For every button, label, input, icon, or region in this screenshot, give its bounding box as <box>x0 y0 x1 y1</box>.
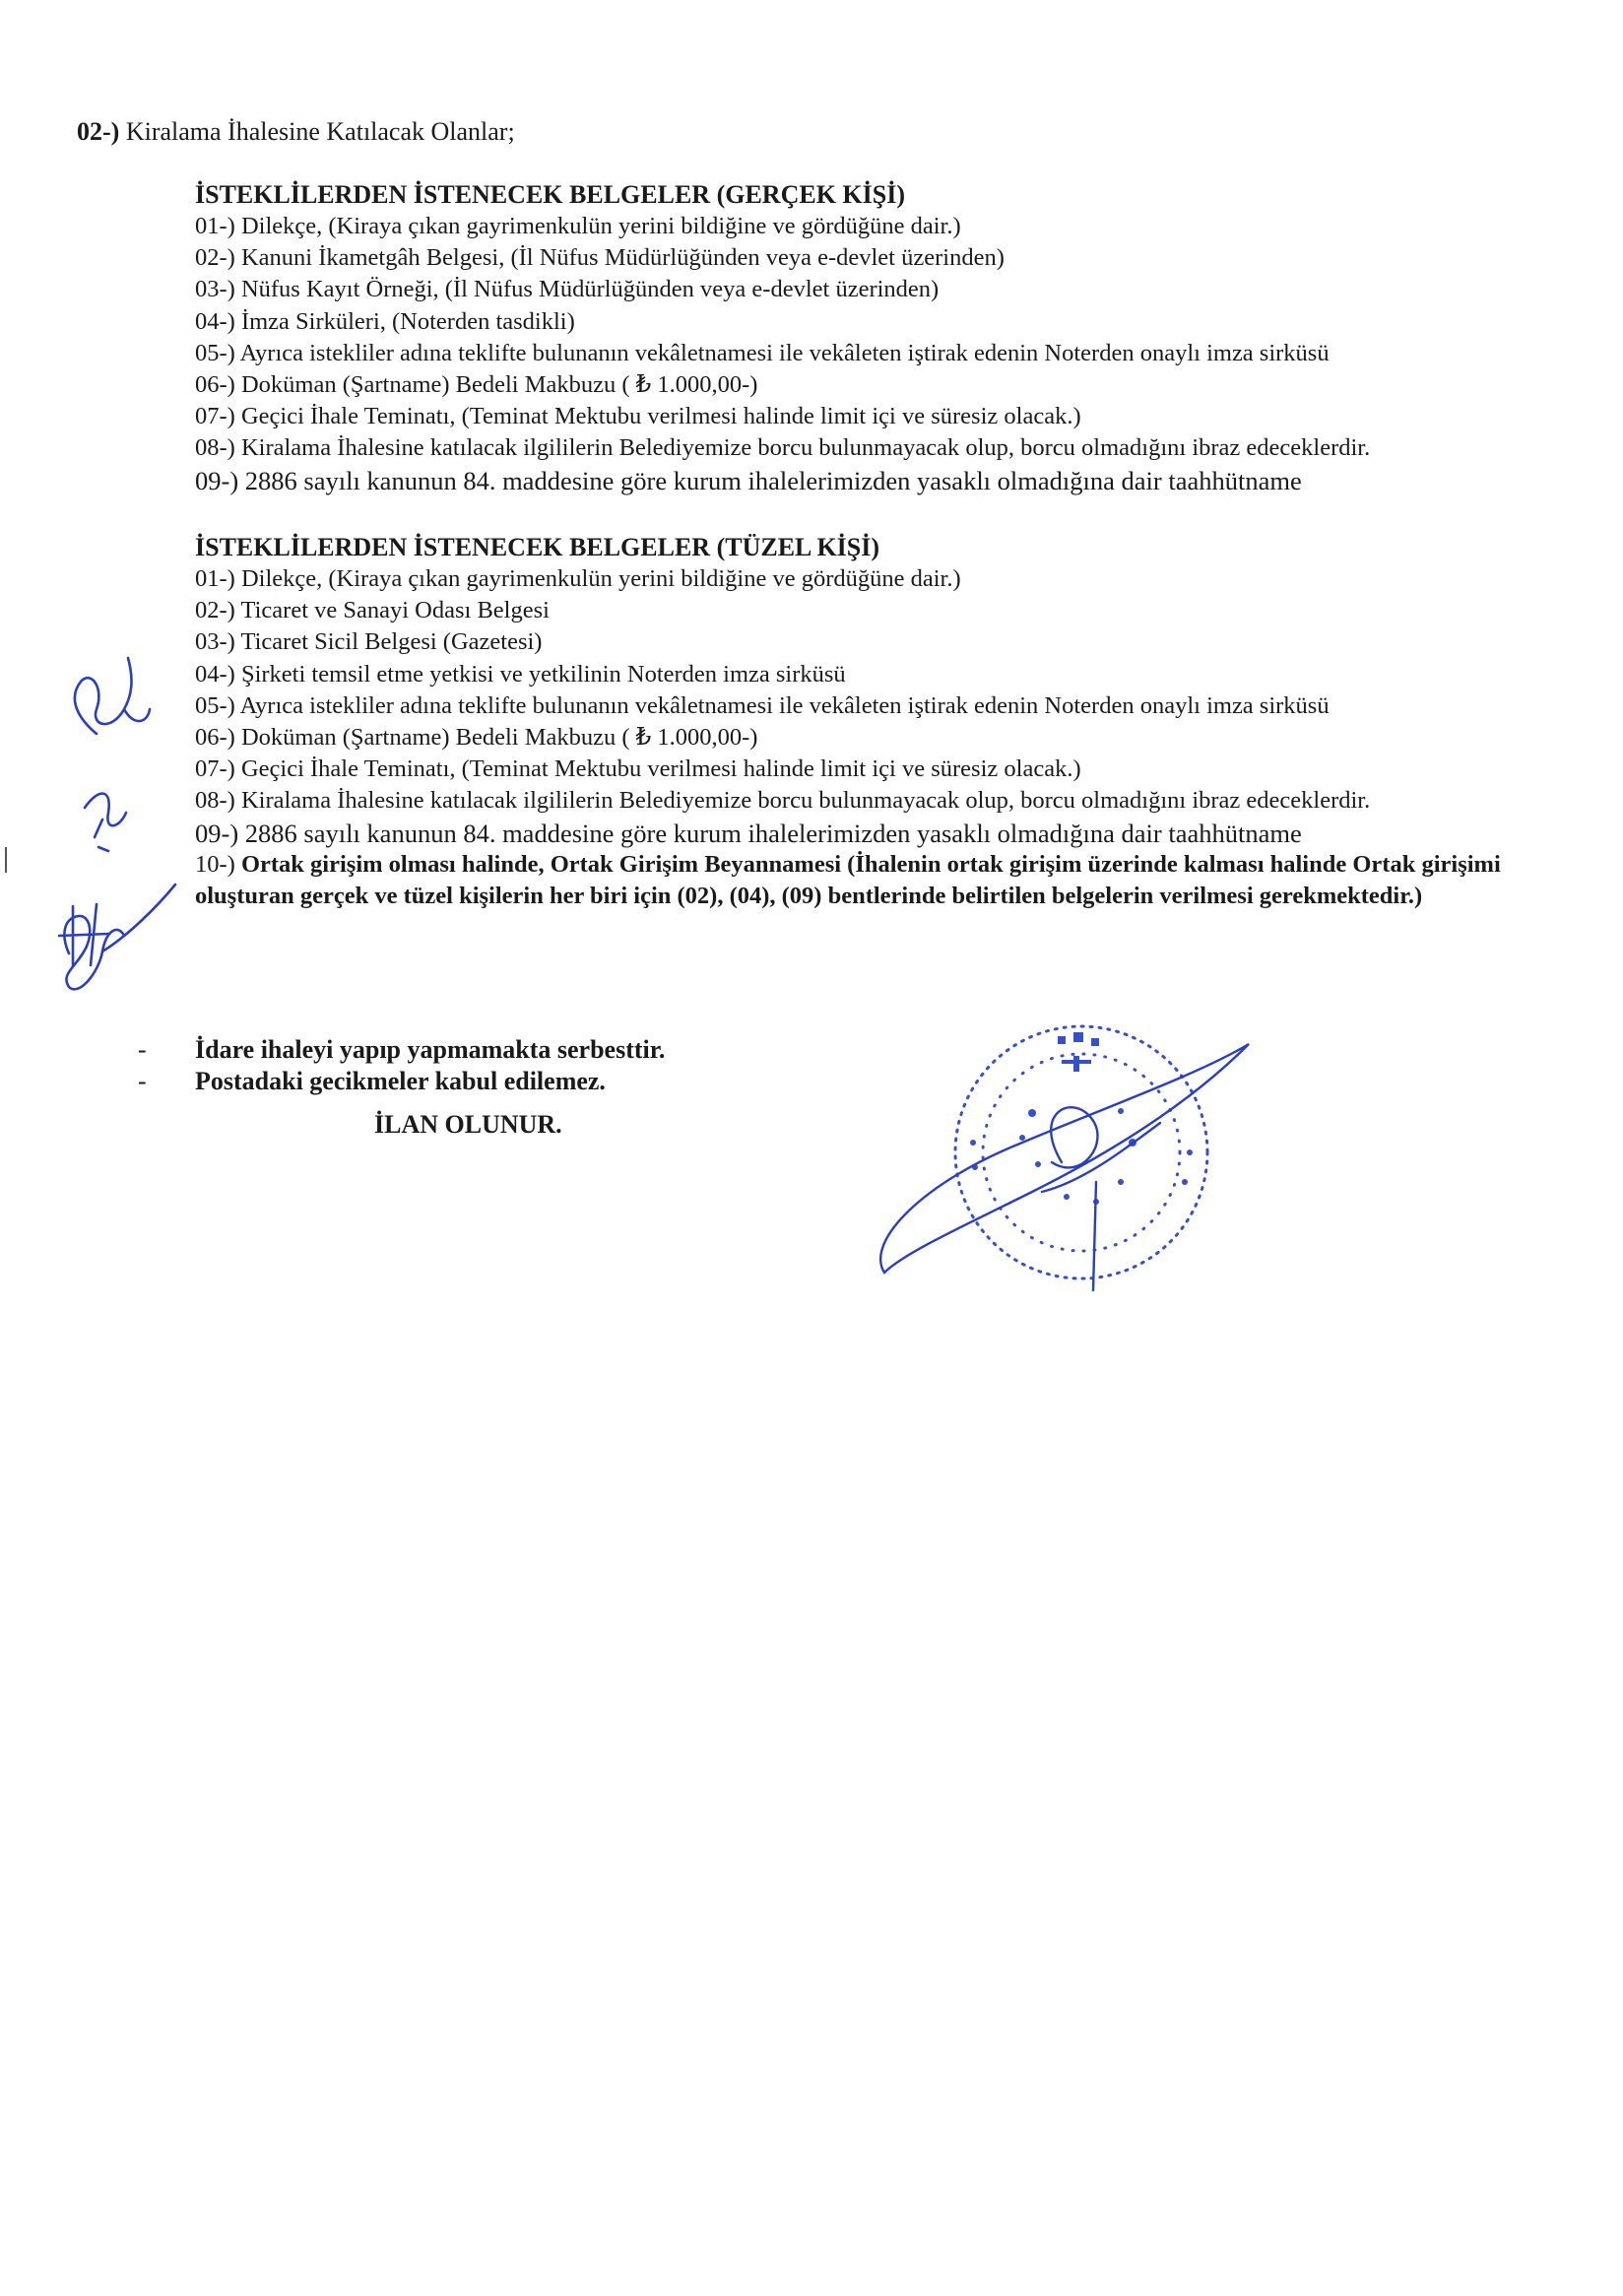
heading-text: Kiralama İhalesine Katılacak Olanlar; <box>125 117 515 146</box>
gercek-item-07: 07-) Geçici İhale Teminatı, (Teminat Mektubu verilmesi halinde limit içi ve süresiz olacak.) <box>195 403 1081 430</box>
handwritten-signature-icon <box>39 640 177 1005</box>
gercek-kisi-section <box>195 179 1574 496</box>
tuzel-item-07: 07-) Geçici İhale Teminatı, (Teminat Mektubu verilmesi halinde limit içi ve süresiz olacak.) <box>195 755 1081 783</box>
note-item <box>138 1066 665 1097</box>
tuzel-item-10 <box>195 849 1534 912</box>
tuzel-item-09: 09-) 2886 sayılı kanunun 84. maddesine göre kurum ihalelerimizden yasaklı olmadığına dair taahhütname <box>195 818 1302 848</box>
tuzel-item-02: 02-) Ticaret ve Sanayi Odası Belgesi <box>195 597 550 624</box>
tuzel-item-06: 06-) Doküman (Şartname) Bedeli Makbuzu ( ₺ 1.000,00-) <box>195 724 758 752</box>
gercek-item-09: 09-) 2886 sayılı kanunun 84. maddesine göre kurum ihalelerimizden yasaklı olmadığına dair taahhütname <box>195 465 1302 495</box>
gercek-item-04: 04-) İmza Sirküleri, (Noterden tasdikli) <box>195 307 575 335</box>
gercek-item-08: 08-) Kiralama İhalesine katılacak ilgililerin Belediyemize borcu bulunmayacak olup, borcu olmadığını ibraz edeceklerdir. <box>195 434 1371 462</box>
official-stamp-icon <box>865 995 1259 1310</box>
tuzel-item-01: 01-) Dilekçe, (Kiraya çıkan gayrimenkulün yerini bildiğine ve gördüğüne dair.) <box>195 565 961 592</box>
tuzel-kisi-title: İSTEKLİLERDEN İSTENECEK BELGELER (TÜZEL KİŞİ) <box>195 533 880 561</box>
gercek-item-05: 05-) Ayrıca istekliler adına teklifte bulunanın vekâletnamesi ile vekâleten iştirak edenin Noterden onaylı imza sirküsü <box>195 339 1330 366</box>
tuzel-item-10-text: Ortak girişim olması halinde, Ortak Girişim Beyannamesi (İhalenin ortak girişim üzerinde kalması halinde Ortak girişimi oluşturan gerçek ve tüzel kişilerin her biri için (02), (04), (09) bentlerinde belirtilen belgelerin verilmesi gerekmektedir.) <box>195 850 1501 909</box>
heading-number: 02-) <box>77 117 120 146</box>
gercek-item-03: 03-) Nüfus Kayıt Örneği, (İl Nüfus Müdürlüğünden veya e-devlet üzerinden) <box>195 276 940 303</box>
note-dash: - <box>138 1067 147 1095</box>
note-text: İdare ihaleyi yapıp yapmamakta serbesttir. <box>195 1035 666 1064</box>
gercek-item-06: 06-) Doküman (Şartname) Bedeli Makbuzu ( ₺ 1.000,00-) <box>195 371 758 399</box>
gercek-item-02: 02-) Kanuni İkametgâh Belgesi, (İl Nüfus Müdürlüğünden veya e-devlet üzerinden) <box>195 244 1005 272</box>
tuzel-item-04: 04-) Şirketi temsil etme yetkisi ve yetkilinin Noterden imza sirküsü <box>195 660 846 688</box>
section-heading <box>77 116 515 148</box>
closing-statement: İLAN OLUNUR. <box>374 1110 562 1139</box>
note-item <box>138 1034 665 1066</box>
tuzel-item-05: 05-) Ayrıca istekliler adına teklifte bulunanın vekâletnamesi ile vekâleten iştirak edenin Noterden onaylı imza sirküsü <box>195 691 1330 719</box>
note-text: Postadaki gecikmeler kabul edilemez. <box>195 1067 606 1095</box>
tuzel-item-08: 08-) Kiralama İhalesine katılacak ilgililerin Belediyemize borcu bulunmayacak olup, borcu olmadığını ibraz edeceklerdir. <box>195 787 1371 815</box>
tuzel-item-10-number: 10-) <box>195 850 235 878</box>
note-dash: - <box>138 1035 147 1064</box>
notes-list <box>138 1034 665 1097</box>
tuzel-item-03: 03-) Ticaret Sicil Belgesi (Gazetesi) <box>195 628 543 656</box>
edge-scan-mark <box>5 847 7 873</box>
gercek-item-01: 01-) Dilekçe, (Kiraya çıkan gayrimenkulün yerini bildiğine ve gördüğüne dair.) <box>195 213 961 239</box>
gercek-kisi-title: İSTEKLİLERDEN İSTENECEK BELGELER (GERÇEK KİŞİ) <box>195 180 905 209</box>
tuzel-kisi-section <box>195 532 1574 912</box>
